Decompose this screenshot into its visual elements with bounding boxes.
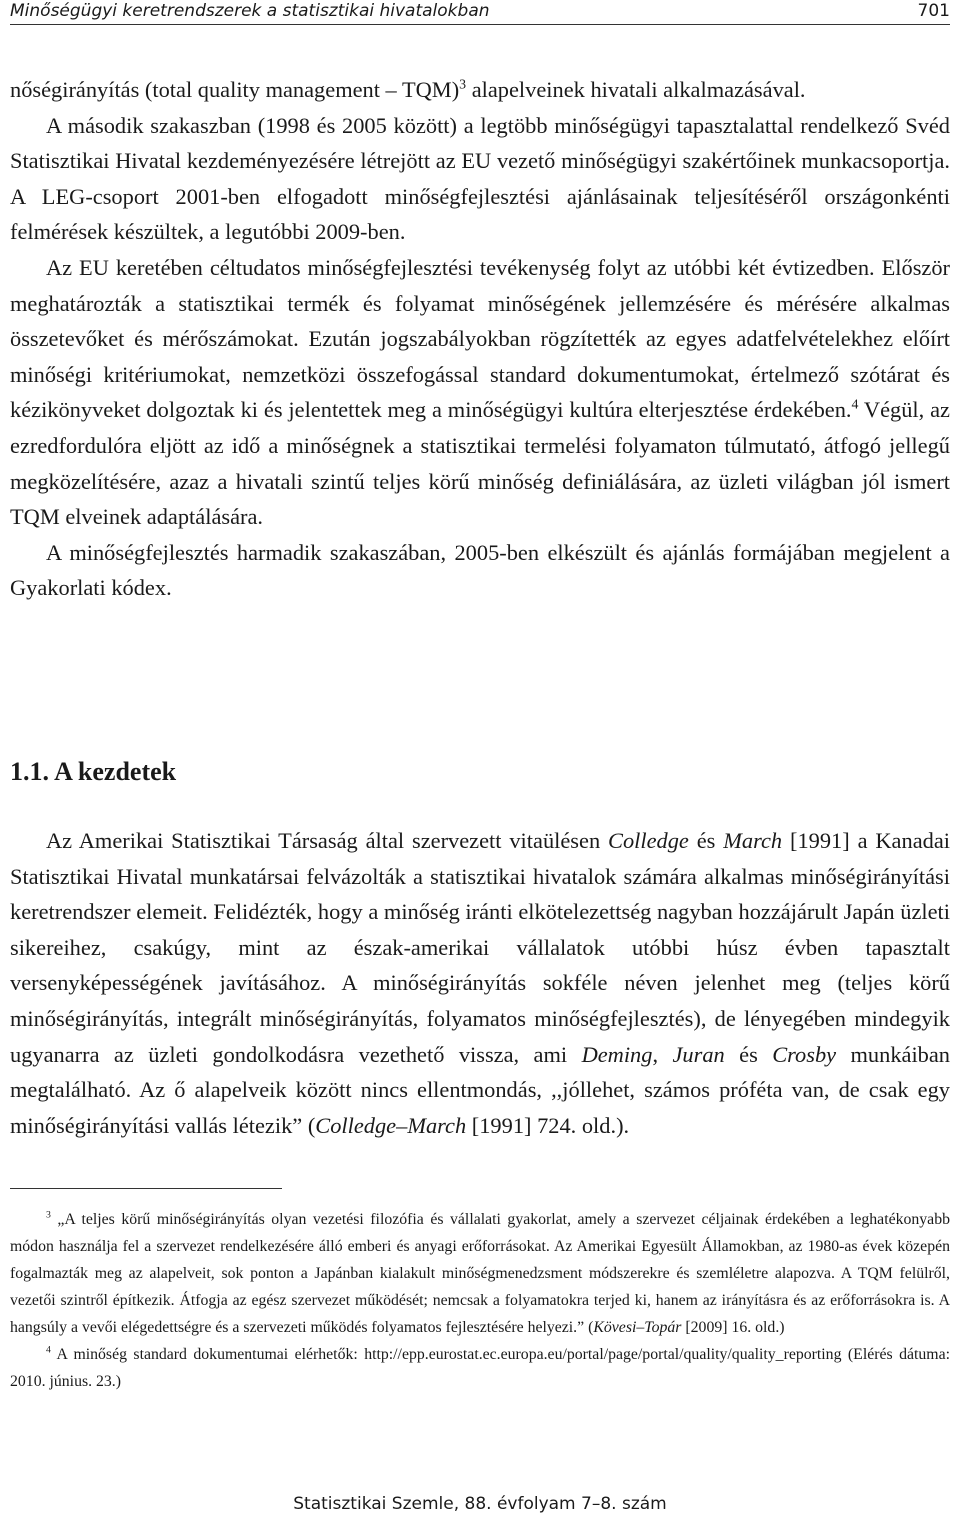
footnote-3: $^3$ „A teljes körű minőségirányítás olyan vezetési filozófia és vállalati gyakorlat, amely a szervezet céljainak érdekében a leghatékonyabb módon használja fel a szervezet rendelkezésére álló emberi és anyagi erőforrásokat. Az Amerikai Egyesült Államokban, az 1980-as évek közepén fogalmazták meg az alapelveit, sok ponton a Japánban kialakult minőségmenedzsment módszerekre és szemléletre alapozva. A TQM felülről, vezetői szintről építkezik. Átfogja az egész szervezet működését; nemcsak a folyamatokra terjed ki, hanem az irányításra és az erőforrásokra is. A hangsúly a vevői elégedettségre és a szervezeti működés folyamatos fejlesztésére helyezi.” (Kövesi–Topár [2009] 16. old.) [10,1209,950,1336]
header-divider [10,24,950,25]
running-header [10,0,950,22]
paragraph-1: nőségirányítás (total quality management – TQM)$^3$ alapelveinek hivatali alkalmazásával. [10,77,806,102]
paragraph-4: A minőségfejlesztés harmadik szakaszában, 2005-ben elkészült és ajánlás formájában megjelent a Gyakorlati kódex. [10,539,950,601]
footnote-4 [10,1341,950,1395]
section-body [10,823,950,1143]
footnote-number-4: 4 [46,1344,51,1356]
paragraph-2: A második szakaszban (1998 és 2005 között) a legtöbb minőségügyi tapasztalattal rendelkező Svéd Statisztikai Hivatal kezdeményezésére létrejött az EU vezető minőségügyi szakértőinek munkacsoportja. A LEG-csoport 2001-ben elfogadott minőségfejlesztési ajánlásainak teljesítéséről országonkénti felmérések készültek, a legutóbbi 2009-ben. [10,112,950,245]
footnote-number-3: 3 [46,1209,51,1221]
footnotes [10,1206,950,1395]
paragraph-3: Az EU keretében céltudatos minőségfejlesztési tevékenység folyt az utóbbi két évtizedben. Először meghatározták a statisztikai termék és folyamat minőségének jellemzésére és mérésére alkalmas összetevőket és mérőszámokat. Ezután jogszabályokban rögzítették az egyes adatfelvételekhez előírt minőségi kritériumokat, nemzetközi összefogással standard dokumentumokat, értelmező szótárat és kézikönyveket dolgoztak ki és jelentettek meg a minőségügyi kultúra elterjesztése érdekében.$^4$ Végül, az ezredfordulóra eljött az idő a minőségnek a statisztikai termelési folyamaton túlmutató, átfogó jellegű megközelítésére, azaz a hivatali szintű teljes körű minőség definiálására, az üzleti világban jól ismert TQM elveinek adaptálására. [10,254,950,530]
section-heading: 1.1. A kezdetek [10,757,177,786]
page-number: 701 [917,1,950,21]
footnote-4-text[interactable]: A minőség standard dokumentumai elérhetők: http://epp.eurostat.ec.europa.eu/portal/page/portal/quality/quality_reporting (Elérés dátuma: 2010. június. 23.) [10,1346,950,1390]
page-footer: Statisztikai Szemle, 88. évfolyam 7–8. szám [293,1494,667,1514]
running-title: Minőségügyi keretrendszerek a statisztikai hivatalokban [10,1,490,21]
footnote-ref-4[interactable]: 4 [851,397,859,413]
body-text [10,72,950,606]
footnote-divider [10,1188,282,1189]
section-paragraph-1: Az Amerikai Statisztikai Társaság által szervezett vitaülésen Colledge és March [1991] a Kanadai Statisztikai Hivatal munkatársai felvázolták a statisztikai hivatalok számára alkalmas minőségirányítási keretrendszer elemeit. Felidézték, hogy a minőség iránti elkötelezettség nagyban hozzájárult Japán üzleti sikereihez, csakúgy, mint az észak-amerikai vállalatok utóbbi húsz évben tapasztalt versenyképességének javításához. A minőségirányítás sokféle néven jelenhet meg (teljes körű minőségirányítás, integrált minőségirányítás, folyamatos minőségfejlesztés), de lényegében mindegyik ugyanarra az üzleti gondolkodásra vezethető vissza, ami Deming, Juran és Crosby munkáiban megtalálható. Az ő alapelveik között nincs ellentmondás, ,,jóllehet, számos próféta van, de csak egy minőségirányítási vallás létezik” (Colledge–March [1991] 724. old.). [10,828,951,1138]
footnote-ref-3[interactable]: 3 [459,77,467,93]
